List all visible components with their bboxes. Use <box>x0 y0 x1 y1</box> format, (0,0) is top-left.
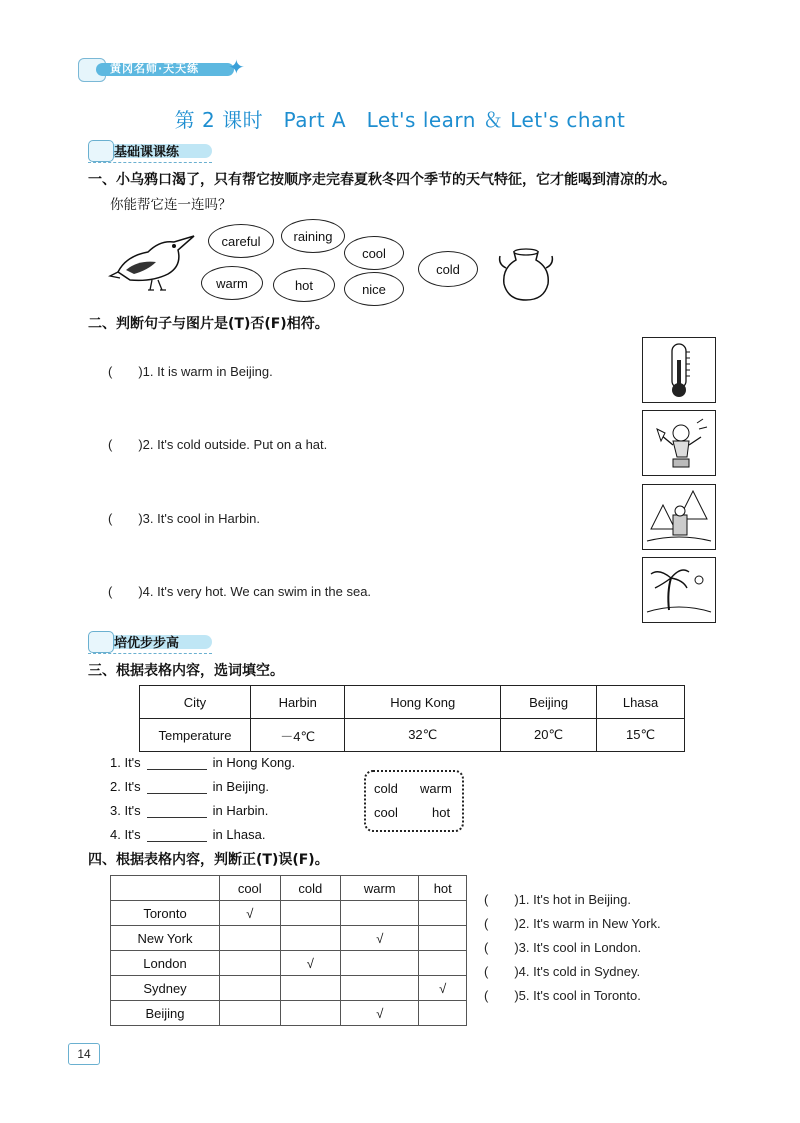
table-cell <box>111 876 220 901</box>
table-row <box>111 951 467 976</box>
check-mark-cell <box>419 926 467 951</box>
table-cell: cool <box>220 876 281 901</box>
table-row <box>140 719 685 752</box>
table-cell: 32℃ <box>345 719 501 752</box>
q2-item: ( )2. It's cold outside. Put on a hat. <box>108 437 328 452</box>
fill-blank-item: 1. It's in Hong Kong. <box>110 755 296 770</box>
table-cell: Beijing <box>501 686 597 719</box>
table-cell: Harbin <box>251 686 345 719</box>
answer-blank[interactable] <box>147 755 207 770</box>
word-bank-item: warm <box>420 781 452 796</box>
answer-blank[interactable] <box>147 827 207 842</box>
word-bank-box <box>364 770 464 832</box>
q4-statement: ( )5. It's cool in Toronto. <box>484 988 641 1003</box>
q1-instruction: 一、小乌鸦口渴了，只有帮它按顺序走完春夏秋冬四个季节的天气特征，它才能喝到清凉的水。 <box>88 172 676 188</box>
water-jar-icon <box>498 244 554 302</box>
q4-statement: ( )2. It's warm in New York. <box>484 916 661 931</box>
answer-blank[interactable] <box>147 803 207 818</box>
table-cell: －4℃ <box>251 719 345 752</box>
snow-tree-icon <box>643 485 715 549</box>
bear-icon <box>88 631 114 653</box>
snow-scene-picture <box>642 484 716 550</box>
check-mark-cell <box>280 1001 341 1026</box>
table-row <box>111 926 467 951</box>
table-row <box>111 901 467 926</box>
q4-statement: ( )4. It's cold in Sydney. <box>484 964 641 979</box>
table-cell: Lhasa <box>597 686 685 719</box>
table-cell: Hong Kong <box>345 686 501 719</box>
fill-blank-item: 4. It's in Lhasa. <box>110 827 266 842</box>
check-mark-cell <box>280 901 341 926</box>
table-cell: cold <box>280 876 341 901</box>
word-oval[interactable]: careful <box>208 224 274 258</box>
q2-item: ( )4. It's very hot. We can swim in the sea. <box>108 584 372 599</box>
fill-blank-item: 3. It's in Harbin. <box>110 803 269 818</box>
section-tag-basic <box>88 140 218 160</box>
section-label: 基础课课练 <box>114 145 180 160</box>
beach-picture <box>642 557 716 623</box>
word-bank-item: cold <box>374 781 398 796</box>
word-oval[interactable]: nice <box>344 272 404 306</box>
word-oval[interactable]: cool <box>344 236 404 270</box>
check-mark-cell <box>419 1001 467 1026</box>
q2-item: ( )3. It's cool in Harbin. <box>108 511 261 526</box>
check-mark-cell <box>341 976 419 1001</box>
word-oval[interactable]: raining <box>281 219 345 253</box>
check-mark-cell: √ <box>341 926 419 951</box>
table-header-row <box>140 686 685 719</box>
table-cell: Sydney <box>111 976 220 1001</box>
table-cell: Toronto <box>111 901 220 926</box>
page-title: 第 2 课时 Part A Let's learn ＆ Let's chant <box>174 108 626 132</box>
thermometer-icon <box>643 338 715 402</box>
page-number: 14 <box>68 1043 100 1065</box>
section-label: 培优步步高 <box>114 636 180 651</box>
word-bank-item: cool <box>374 805 398 820</box>
check-mark-cell <box>220 976 281 1001</box>
check-mark-cell <box>220 926 281 951</box>
fill-blank-item: 2. It's in Beijing. <box>110 779 270 794</box>
table-cell: London <box>111 951 220 976</box>
check-mark-cell: √ <box>341 1001 419 1026</box>
check-mark-cell <box>419 901 467 926</box>
check-mark-cell: √ <box>280 951 341 976</box>
table-cell: hot <box>419 876 467 901</box>
sweating-boy-picture <box>642 410 716 476</box>
q4-statement: ( )1. It's hot in Beijing. <box>484 892 631 907</box>
table-row <box>111 1001 467 1026</box>
q2-item: ( )1. It is warm in Beijing. <box>108 364 273 379</box>
word-oval[interactable]: warm <box>201 266 263 300</box>
table-cell: Temperature <box>140 719 251 752</box>
check-mark-cell <box>220 951 281 976</box>
bear-icon <box>88 140 114 162</box>
table-cell: City <box>140 686 251 719</box>
table-row <box>111 976 467 1001</box>
check-mark-cell: √ <box>419 976 467 1001</box>
word-oval[interactable]: hot <box>273 268 335 302</box>
table-cell: 20℃ <box>501 719 597 752</box>
weather-table <box>110 875 467 1026</box>
q2-instruction: 二、判断句子与图片是(T)否(F)相符。 <box>88 316 329 332</box>
section-tag-advanced <box>88 631 218 651</box>
check-mark-cell <box>341 951 419 976</box>
thermometer-picture <box>642 337 716 403</box>
check-mark-cell <box>341 901 419 926</box>
check-mark-cell <box>419 951 467 976</box>
check-mark-cell <box>280 926 341 951</box>
word-oval[interactable]: cold <box>418 251 478 287</box>
q4-statement: ( )3. It's cool in London. <box>484 940 642 955</box>
table-cell: Beijing <box>111 1001 220 1026</box>
table-cell: 15℃ <box>597 719 685 752</box>
star-icon: ✦ <box>228 57 245 79</box>
fanning-person-icon <box>643 411 715 475</box>
table-cell: warm <box>341 876 419 901</box>
palm-tree-sun-icon <box>643 558 715 622</box>
crow-icon <box>108 226 200 292</box>
check-mark-cell: √ <box>220 901 281 926</box>
q1-sub-instruction: 你能帮它连一连吗？ <box>110 197 232 213</box>
temperature-table <box>139 685 685 752</box>
q3-instruction: 三、根据表格内容，选词填空。 <box>88 663 284 679</box>
q4-instruction: 四、根据表格内容，判断正(T)误(F)。 <box>88 852 329 868</box>
brand-text: 黄冈名师·天天练 <box>110 62 200 75</box>
table-header-row <box>111 876 467 901</box>
table-cell: New York <box>111 926 220 951</box>
answer-blank[interactable] <box>147 779 207 794</box>
check-mark-cell <box>220 1001 281 1026</box>
word-bank-item: hot <box>432 805 451 820</box>
check-mark-cell <box>280 976 341 1001</box>
